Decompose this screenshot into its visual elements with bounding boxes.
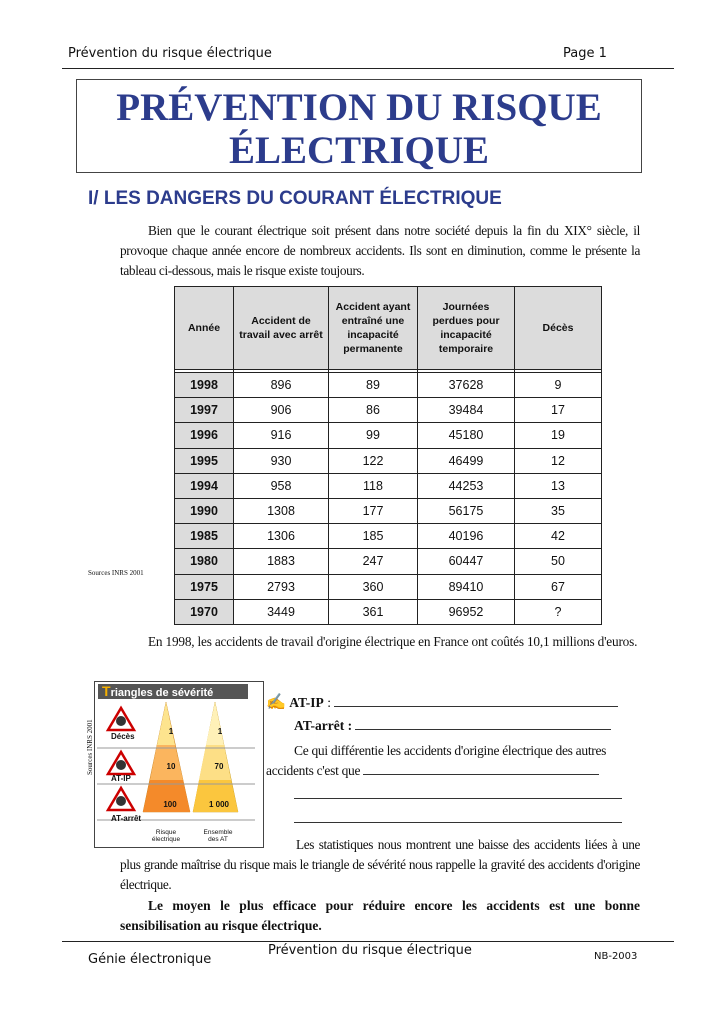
title-line-1: PRÉVENTION DU RISQUE bbox=[116, 86, 602, 129]
cost-text: En 1998, les accidents de travail d'origine électrique en France ont coûtés 10,1 millions d'euros. bbox=[148, 634, 638, 649]
year-cell: 1994 bbox=[175, 473, 234, 498]
pencil-icon: ✍ bbox=[266, 694, 286, 711]
label-at-ip: AT-IP bbox=[111, 774, 131, 783]
value-cell: 46499 bbox=[418, 448, 515, 473]
conclusion-paragraph bbox=[120, 896, 640, 936]
caption-all-2: des AT bbox=[208, 836, 228, 843]
year-cell: 1975 bbox=[175, 574, 234, 599]
label-deces: Décès bbox=[111, 732, 135, 741]
value-cell: 37628 bbox=[418, 373, 515, 398]
intro-text: Bien que le courant électrique soit présent dans notre société depuis la fin du XIX° siècle, il provoque chaque année encore de nombreux accidents. Ils sont en diminution, comme le présente la tableau ci-dessous, mais le risque existe toujours. bbox=[120, 223, 640, 278]
at-arret-label: AT-arrêt : bbox=[294, 718, 353, 733]
intro-paragraph bbox=[120, 221, 640, 281]
label-at-arret: AT-arrêt bbox=[111, 814, 142, 823]
answer-line-2 bbox=[266, 809, 646, 829]
deces-warning-icon bbox=[108, 708, 134, 730]
footer-right: NB-2003 bbox=[594, 951, 638, 962]
at-arret-blank[interactable] bbox=[355, 716, 611, 730]
answer-blank-2[interactable] bbox=[294, 809, 622, 823]
col-header-journees: Journées perdues pour incapacité temporaire bbox=[418, 287, 515, 370]
at-ip-blank[interactable] bbox=[334, 693, 618, 707]
at-arret-line bbox=[266, 716, 646, 736]
answer-line-1 bbox=[266, 785, 646, 805]
col-header-incapacite: Accident ayant entraîné une incapacité permanente bbox=[329, 287, 418, 370]
table-row bbox=[175, 549, 602, 574]
table-row bbox=[175, 524, 602, 549]
year-cell: 1980 bbox=[175, 549, 234, 574]
value-cell: 9 bbox=[515, 373, 602, 398]
value-cell: 13 bbox=[515, 473, 602, 498]
value-cell: 40196 bbox=[418, 524, 515, 549]
value-cell: 906 bbox=[234, 398, 329, 423]
year-cell: 1996 bbox=[175, 423, 234, 448]
question-line bbox=[266, 741, 638, 781]
value-cell: 1883 bbox=[234, 549, 329, 574]
value-cell: 177 bbox=[329, 498, 418, 523]
value-cell: 96952 bbox=[418, 599, 515, 624]
definitions-form bbox=[266, 693, 646, 829]
value-cell: 916 bbox=[234, 423, 329, 448]
table-row bbox=[175, 574, 602, 599]
value-cell: 360 bbox=[329, 574, 418, 599]
caption-electric-2: électrique bbox=[151, 836, 181, 843]
col-header-deces: Décès bbox=[515, 287, 602, 370]
value-cell: 185 bbox=[329, 524, 418, 549]
accident-statistics-table bbox=[174, 286, 602, 625]
value-cell: 896 bbox=[234, 373, 329, 398]
footer-left: Génie électronique bbox=[88, 952, 212, 967]
all-value-bottom: 1 000 bbox=[208, 800, 230, 809]
all-value-mid: 70 bbox=[214, 762, 224, 771]
at-arret-warning-icon bbox=[108, 788, 134, 810]
cost-paragraph bbox=[120, 632, 640, 652]
title-initial: T bbox=[102, 683, 111, 699]
title-line-2: ÉLECTRIQUE bbox=[228, 129, 490, 172]
caption-all-1: Ensemble bbox=[203, 829, 233, 836]
table-header-row bbox=[175, 287, 602, 370]
table-row bbox=[175, 473, 602, 498]
value-cell: 45180 bbox=[418, 423, 515, 448]
triangle-all-top bbox=[206, 702, 224, 745]
year-cell: 1990 bbox=[175, 498, 234, 523]
section-heading: I/ LES DANGERS DU COURANT ÉLECTRIQUE bbox=[88, 188, 502, 209]
question-text: Ce qui différentie les accidents d'origine électrique des autres accidents c'est que bbox=[266, 743, 607, 778]
title-rest: riangles de sévérité bbox=[110, 687, 214, 699]
at-ip-line: ✍ AT-IP : bbox=[266, 693, 646, 713]
table-row bbox=[175, 448, 602, 473]
table-row bbox=[175, 423, 602, 448]
at-ip-label: AT-IP bbox=[289, 695, 324, 710]
value-cell: 247 bbox=[329, 549, 418, 574]
value-cell: 17 bbox=[515, 398, 602, 423]
value-cell: 44253 bbox=[418, 473, 515, 498]
value-cell: 56175 bbox=[418, 498, 515, 523]
value-cell: 118 bbox=[329, 473, 418, 498]
value-cell: ? bbox=[515, 599, 602, 624]
year-cell: 1995 bbox=[175, 448, 234, 473]
severity-triangles-svg bbox=[95, 700, 261, 846]
value-cell: 958 bbox=[234, 473, 329, 498]
value-cell: 122 bbox=[329, 448, 418, 473]
year-cell: 1985 bbox=[175, 524, 234, 549]
header-title: Prévention du risque électrique bbox=[68, 46, 272, 61]
header-divider bbox=[62, 68, 674, 69]
question-blank[interactable] bbox=[363, 761, 599, 775]
value-cell: 99 bbox=[329, 423, 418, 448]
value-cell: 1306 bbox=[234, 524, 329, 549]
electric-value-top: 1 bbox=[168, 727, 174, 736]
value-cell: 2793 bbox=[234, 574, 329, 599]
value-cell: 89410 bbox=[418, 574, 515, 599]
document-title bbox=[76, 79, 642, 173]
electric-value-bottom: 100 bbox=[163, 800, 177, 809]
table-row bbox=[175, 498, 602, 523]
table-row bbox=[175, 398, 602, 423]
footer-divider bbox=[62, 941, 674, 942]
conclusion-text: Le moyen le plus efficace pour réduire encore les accidents est une bonne sensibilisation au risque électrique. bbox=[120, 898, 640, 933]
value-cell: 35 bbox=[515, 498, 602, 523]
table-row bbox=[175, 599, 602, 624]
value-cell: 89 bbox=[329, 373, 418, 398]
at-ip-warning-icon bbox=[108, 752, 134, 774]
value-cell: 67 bbox=[515, 574, 602, 599]
value-cell: 1308 bbox=[234, 498, 329, 523]
value-cell: 12 bbox=[515, 448, 602, 473]
all-value-top: 1 bbox=[217, 727, 223, 736]
electric-value-mid: 10 bbox=[166, 762, 176, 771]
year-cell: 1970 bbox=[175, 599, 234, 624]
year-cell: 1998 bbox=[175, 373, 234, 398]
value-cell: 60447 bbox=[418, 549, 515, 574]
value-cell: 39484 bbox=[418, 398, 515, 423]
triangle-electric-top bbox=[157, 702, 175, 745]
caption-electric-1: Risque bbox=[155, 829, 177, 836]
year-cell: 1997 bbox=[175, 398, 234, 423]
col-header-arret: Accident de travail avec arrêt bbox=[234, 287, 329, 370]
value-cell: 42 bbox=[515, 524, 602, 549]
table-source: Sources INRS 2001 bbox=[88, 569, 144, 577]
table-row bbox=[175, 373, 602, 398]
stats-paragraph bbox=[120, 835, 640, 895]
stats-text: Les statistiques nous montrent une baisse des accidents liées à une plus grande maîtrise du risque mais le triangle de sévérité nous rappelle la gravité des accidents d'origine électrique. bbox=[120, 837, 640, 892]
severity-triangle-title bbox=[98, 684, 248, 699]
value-cell: 50 bbox=[515, 549, 602, 574]
value-cell: 3449 bbox=[234, 599, 329, 624]
triangle-source: Sources INRS 2001 bbox=[86, 719, 94, 775]
value-cell: 86 bbox=[329, 398, 418, 423]
footer-center: Prévention du risque électrique bbox=[268, 943, 472, 958]
answer-blank-1[interactable] bbox=[294, 785, 622, 799]
col-header-year: Année bbox=[175, 287, 234, 370]
value-cell: 361 bbox=[329, 599, 418, 624]
value-cell: 19 bbox=[515, 423, 602, 448]
page-number: Page 1 bbox=[563, 46, 607, 61]
value-cell: 930 bbox=[234, 448, 329, 473]
